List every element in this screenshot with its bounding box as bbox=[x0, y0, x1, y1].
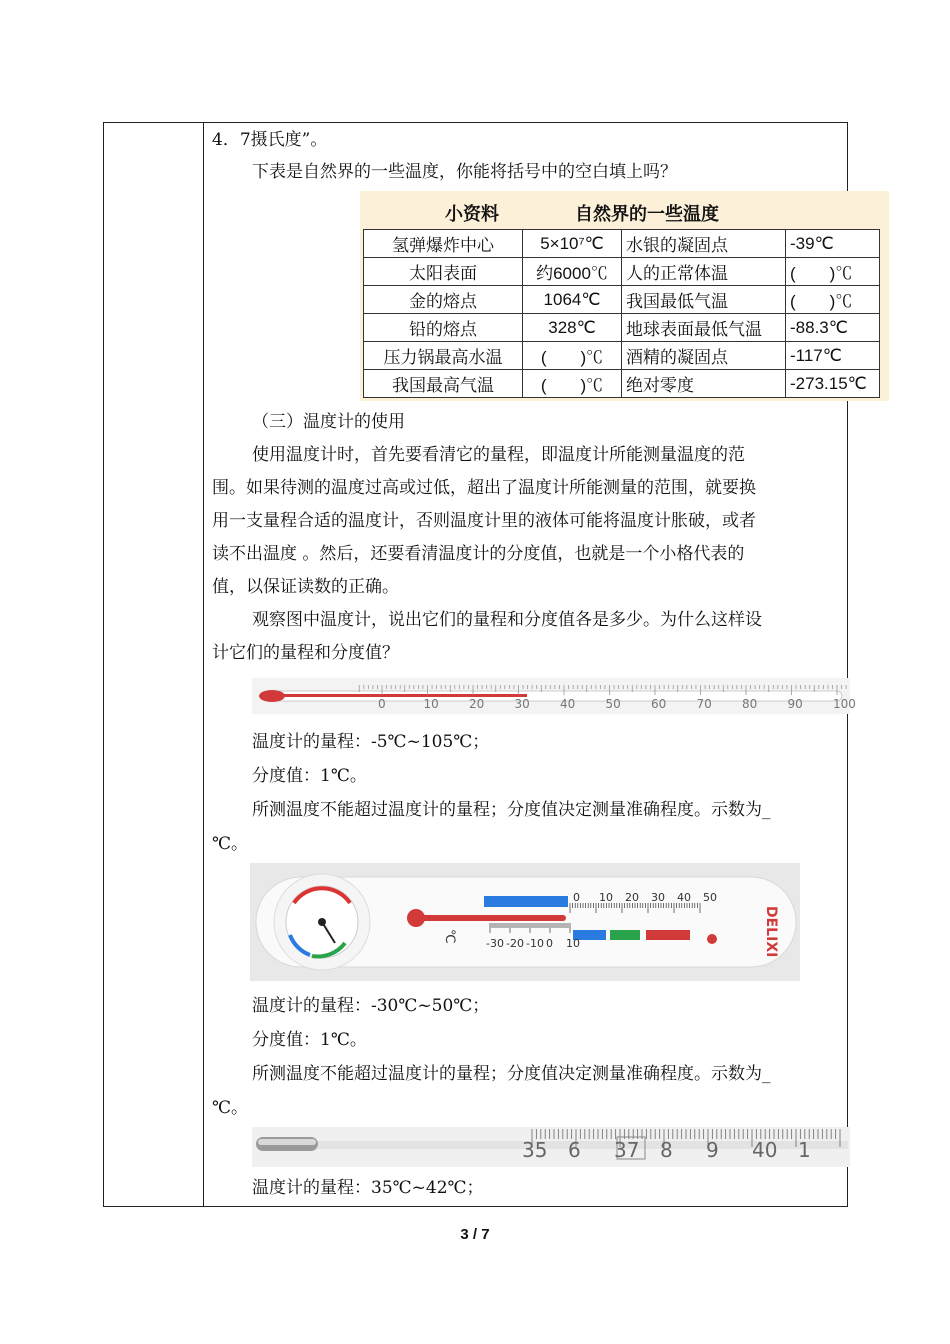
table-cell: ( )℃ bbox=[786, 258, 880, 286]
table-cell: -88.3℃ bbox=[786, 314, 880, 342]
tick-label: 20 bbox=[469, 697, 485, 711]
tick-label: 30 bbox=[651, 891, 665, 904]
tick-label: 100 bbox=[833, 697, 856, 711]
tick-label: 50 bbox=[703, 891, 717, 904]
clinical-thermometer-image bbox=[252, 1127, 850, 1167]
tick-label: 10 bbox=[423, 697, 439, 711]
tick-label: 9 bbox=[706, 1138, 719, 1162]
table-row bbox=[364, 314, 880, 342]
division-text: 分度值：1℃。 bbox=[252, 766, 367, 786]
table-cell: 太阳表面 bbox=[364, 258, 523, 286]
tick-label: 0 bbox=[546, 937, 553, 950]
tick-label: 30 bbox=[514, 697, 530, 711]
table-cell: ( )℃ bbox=[523, 342, 622, 370]
table-header-right: 自然界的一些温度 bbox=[575, 204, 719, 225]
table-cell: 人的正常体温 bbox=[622, 258, 786, 286]
table-row bbox=[364, 258, 880, 286]
table-cell: 328℃ bbox=[523, 314, 622, 342]
tick-label: 60 bbox=[651, 697, 667, 711]
table-row bbox=[364, 342, 880, 370]
table-cell: 绝对零度 bbox=[622, 370, 786, 398]
tick-label: 40 bbox=[752, 1138, 778, 1162]
table-header bbox=[360, 191, 889, 229]
table-cell: 约6000℃ bbox=[523, 258, 622, 286]
table-cell: 水银的凝固点 bbox=[622, 230, 786, 258]
tick-label: 0 bbox=[573, 891, 580, 904]
table-cell: 氢弹爆炸中心 bbox=[364, 230, 523, 258]
range-text: 温度计的量程：-5℃~105℃； bbox=[252, 732, 490, 752]
tick-label: 35 bbox=[522, 1138, 548, 1162]
line-continuation: 4．7摄氏度”。 bbox=[212, 130, 328, 150]
tick-label: 10 bbox=[599, 891, 613, 904]
hygrometer-thermometer-image bbox=[250, 863, 800, 981]
lesson-table-frame bbox=[103, 122, 867, 1207]
range-text: 温度计的量程：35℃~42℃； bbox=[252, 1178, 484, 1198]
question-line: 计它们的量程和分度值？ bbox=[212, 643, 399, 663]
lab-thermometer-image bbox=[252, 675, 856, 717]
note-text: 所测温度不能超过温度计的量程；分度值决定测量准确程度。示数为_ bbox=[252, 1064, 771, 1084]
tick-label: 50 bbox=[605, 697, 621, 711]
paragraph-line: 使用温度计时，首先要看清它的量程，即温度计所能测量温度的范 bbox=[252, 445, 745, 465]
paragraph-line: 用一支量程合适的温度计，否则温度计里的液体可能将温度计胀破，或者 bbox=[212, 511, 756, 531]
table-cell: 金的熔点 bbox=[364, 286, 523, 314]
nature-temperature-table bbox=[360, 191, 889, 401]
table-cell: -273.15℃ bbox=[786, 370, 880, 398]
tick-label: 0 bbox=[378, 697, 386, 711]
tick-label: 10 bbox=[566, 937, 580, 950]
paragraph-line: 读不出温度 。然后，还要看清温度计的分度值，也就是一个小格代表的 bbox=[212, 544, 745, 564]
table-cell: 铅的熔点 bbox=[364, 314, 523, 342]
tick-label: -20 bbox=[506, 937, 524, 950]
paragraph-line: 值，以保证读数的正确。 bbox=[212, 577, 399, 597]
table-cell: -117℃ bbox=[786, 342, 880, 370]
table-cell: 5×10⁷℃ bbox=[523, 230, 622, 258]
note-text: ℃。 bbox=[212, 834, 249, 854]
brand-logo: DELIXI bbox=[763, 906, 779, 958]
range-text: 温度计的量程：-30℃~50℃； bbox=[252, 996, 490, 1016]
table-cell: 压力锅最高水温 bbox=[364, 342, 523, 370]
tick-label: 1 bbox=[798, 1138, 811, 1162]
tick-label: 8 bbox=[660, 1138, 673, 1162]
tick-label: 80 bbox=[742, 697, 758, 711]
division-text: 分度值：1℃。 bbox=[252, 1030, 367, 1050]
table-cell: 酒精的凝固点 bbox=[622, 342, 786, 370]
tick-label: 40 bbox=[677, 891, 691, 904]
tick-label: 37 bbox=[614, 1138, 640, 1162]
table-cell: 1064℃ bbox=[523, 286, 622, 314]
table-cell: 地球表面最低气温 bbox=[622, 314, 786, 342]
table-prompt: 下表是自然界的一些温度，你能将括号中的空白填上吗？ bbox=[252, 162, 677, 182]
table-cell: 我国最高气温 bbox=[364, 370, 523, 398]
table-row bbox=[364, 286, 880, 314]
celsius-unit: ℃ bbox=[442, 929, 457, 944]
tick-label: 6 bbox=[568, 1138, 581, 1162]
temperature-data-table bbox=[363, 229, 880, 398]
section-title: （三）温度计的使用 bbox=[252, 412, 405, 432]
table-cell: ( )℃ bbox=[786, 286, 880, 314]
table-cell: ( )℃ bbox=[523, 370, 622, 398]
table-cell: 我国最低气温 bbox=[622, 286, 786, 314]
tick-label: 40 bbox=[560, 697, 576, 711]
tick-label: -10 bbox=[526, 937, 544, 950]
tick-label: 70 bbox=[696, 697, 712, 711]
table-row bbox=[364, 370, 880, 398]
note-text: 所测温度不能超过温度计的量程；分度值决定测量准确程度。示数为_ bbox=[252, 800, 771, 820]
tick-label: 20 bbox=[625, 891, 639, 904]
note-text: ℃。 bbox=[212, 1098, 249, 1118]
paragraph-line: 围。如果待测的温度过高或过低，超出了温度计所能测量的范围，就要换 bbox=[212, 478, 756, 498]
table-row bbox=[364, 230, 880, 258]
page-number: 3 / 7 bbox=[460, 1226, 490, 1243]
tick-label: -30 bbox=[486, 937, 504, 950]
table-cell: -39℃ bbox=[786, 230, 880, 258]
table-header-left: 小资料 bbox=[445, 204, 499, 225]
question-line: 观察图中温度计，说出它们的量程和分度值各是多少。为什么这样设 bbox=[252, 610, 762, 630]
tick-label: 90 bbox=[787, 697, 803, 711]
left-column bbox=[104, 123, 204, 1206]
